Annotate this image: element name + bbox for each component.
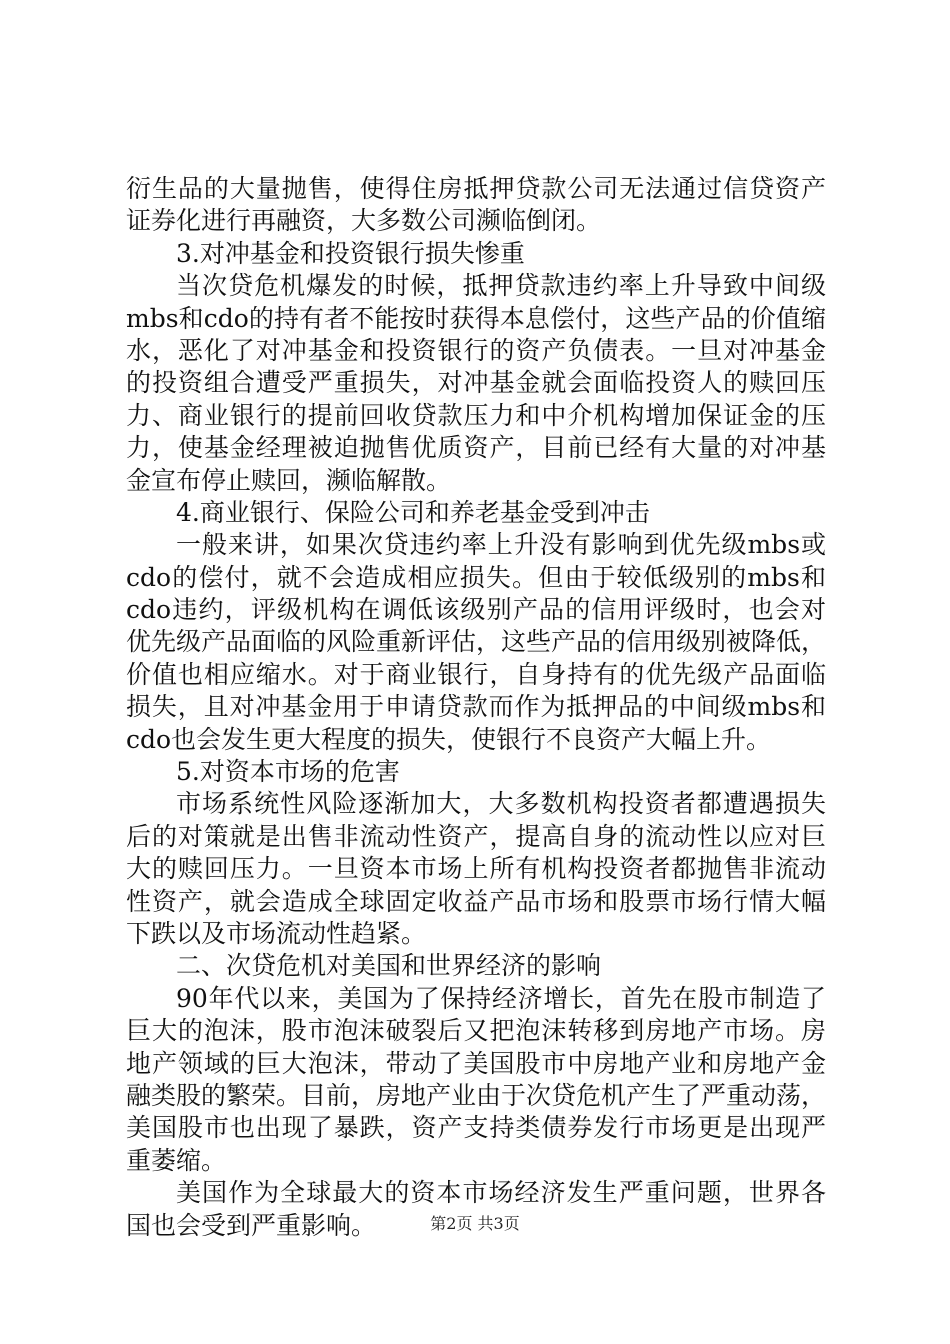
page-footer: 第2页 共3页 [430, 1214, 520, 1233]
text-line: 市场系统性风险逐渐加大，大多数机构投资者都遭遇损失 [176, 789, 826, 819]
text-line: 价值也相应缩水。对于商业银行，自身持有的优先级产品面临 [126, 659, 826, 689]
document-body [126, 173, 826, 1242]
text-line: 二、次贷危机对美国和世界经济的影响 [176, 951, 602, 981]
text-line: mbs和cdo的持有者不能按时获得本息偿付，这些产品的价值缩 [126, 303, 826, 333]
text-line: 优先级产品面临的风险重新评估，这些产品的信用级别被降低， [126, 627, 827, 657]
text-line: 90年代以来，美国为了保持经济增长，首先在股市制造了 [176, 983, 826, 1013]
text-line: 一般来讲，如果次贷违约率上升没有影响到优先级mbs或 [176, 530, 826, 560]
text-line: 3.对冲基金和投资银行损失惨重 [176, 238, 525, 268]
text-line: 损失，且对冲基金用于申请贷款而作为抵押品的中间级mbs和 [126, 692, 826, 722]
text-line: 美国股市也出现了暴跌，资产支持类债券发行市场更是出现严 [126, 1113, 826, 1143]
text-line: 当次贷危机爆发的时候，抵押贷款违约率上升导致中间级 [176, 271, 826, 301]
text-line: 重萎缩。 [126, 1145, 227, 1175]
text-line: 5.对资本市场的危害 [176, 757, 400, 787]
text-line: 国也会受到严重影响。 [126, 1210, 377, 1240]
text-line: 4.商业银行、保险公司和养老基金受到冲击 [176, 497, 650, 527]
text-line: 大的赎回压力。一旦资本市场上所有机构投资者都抛售非流动 [126, 854, 826, 884]
text-line: 后的对策就是出售非流动性资产，提高自身的流动性以应对巨 [126, 821, 826, 851]
text-line: 融类股的繁荣。目前，房地产业由于次贷危机产生了严重动荡， [126, 1080, 827, 1110]
text-line: 美国作为全球最大的资本市场经济发生严重问题，世界各 [176, 1178, 826, 1208]
text-line: 下跌以及市场流动性趋紧。 [126, 918, 427, 948]
text-line: cdo违约，评级机构在调低该级别产品的信用评级时，也会对 [126, 595, 826, 625]
text-line: 证券化进行再融资，大多数公司濒临倒闭。 [126, 206, 602, 236]
text-line: 衍生品的大量抛售，使得住房抵押贷款公司无法通过信贷资产 [126, 174, 826, 203]
text-line: 力，使基金经理被迫抛售优质资产，目前已经有大量的对冲基 [126, 433, 826, 463]
text-line: 巨大的泡沫，股市泡沫破裂后又把泡沫转移到房地产市场。房 [126, 1016, 826, 1046]
text-line: cdo的偿付，就不会造成相应损失。但由于较低级别的mbs和 [126, 562, 826, 592]
text-line: 水，恶化了对冲基金和投资银行的资产负债表。一旦对冲基金 [126, 335, 826, 365]
text-line: 的投资组合遭受严重损失，对冲基金就会面临投资人的赎回压 [126, 368, 826, 398]
text-line: 金宣布停止赎回，濒临解散。 [126, 465, 452, 495]
text-line: cdo也会发生更大程度的损失，使银行不良资产大幅上升。 [126, 724, 772, 754]
text-line: 力、商业银行的提前回收贷款压力和中介机构增加保证金的压 [126, 400, 826, 430]
text-line: 性资产，就会造成全球固定收益产品市场和股票市场行情大幅 [126, 886, 826, 916]
text-line: 地产领域的巨大泡沫，带动了美国股市中房地产业和房地产金 [126, 1048, 826, 1078]
